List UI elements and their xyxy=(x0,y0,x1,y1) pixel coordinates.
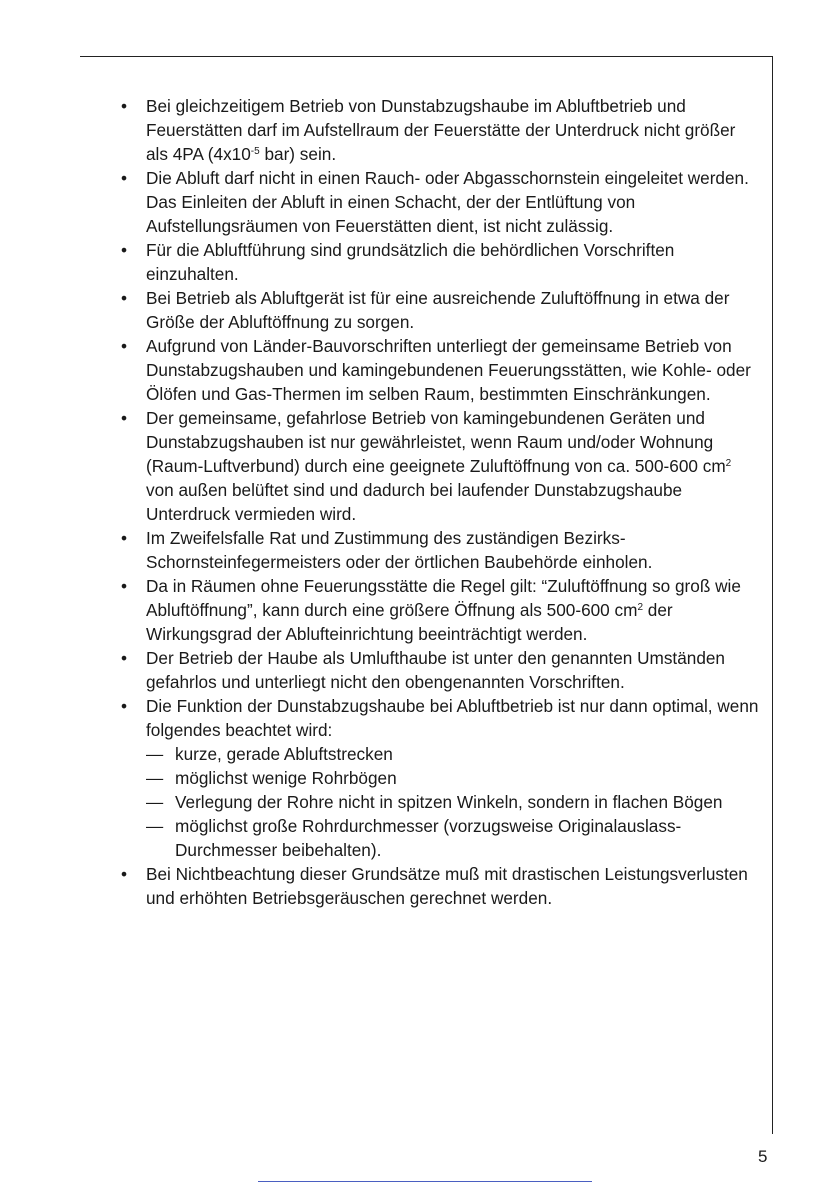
list-item: • Für die Abluftführung sind grundsätzlich die behördlichen Vorschriften einzuhalten. xyxy=(120,238,760,286)
list-item-text: Die Funktion der Dunstabzugshaube bei Abluftbetrieb ist nur dann optimal, wenn folgendes beachtet wird: xyxy=(146,696,759,740)
page-frame-right-rule xyxy=(772,56,773,1134)
page-number: 5 xyxy=(758,1147,768,1166)
sub-list-item: — möglichst große Rohrdurchmesser (vorzugsweise Originalauslass-Durchmesser beibehalten). xyxy=(146,814,760,862)
bottom-link-rule xyxy=(258,1181,592,1182)
sub-list xyxy=(146,742,760,862)
list-item: • Bei Betrieb als Abluftgerät ist für eine ausreichende Zuluftöffnung in etwa der Größe der Abluftöffnung zu sorgen. xyxy=(120,286,760,334)
page-frame-top-rule xyxy=(80,56,773,57)
list-item xyxy=(120,694,760,862)
list-item: • Aufgrund von Länder-Bauvorschriften unterliegt der gemeinsame Betrieb von Dunstabzugshauben und kamingebundenen Feuerungsstätten, wie Kohle- oder Ölöfen und Gas-Thermen im selben Raum, bestimmten Einschränkungen. xyxy=(120,334,760,406)
list-item: • Bei gleichzeitigem Betrieb von Dunstabzugshaube im Abluftbetrieb und Feuerstätten darf im Aufstellraum der Feuerstätte der Unterdruck nicht größer als 4PA ($4x10^{-5}$ bar) sein. xyxy=(120,94,760,166)
sub-list-item: — kurze, gerade Abluftstrecken xyxy=(146,742,760,766)
list-item: • Der Betrieb der Haube als Umlufthaube ist unter den genannten Umständen gefahrlos und unterliegt nicht den obengenannten Vorschriften. xyxy=(120,646,760,694)
safety-notes-list xyxy=(120,94,760,910)
list-item: • Im Zweifelsfalle Rat und Zustimmung des zuständigen Bezirks-Schornsteinfegermeisters oder der örtlichen Baubehörde einholen. xyxy=(120,526,760,574)
list-item: • Da in Räumen ohne Feuerungsstätte die Regel gilt: “Zuluftöffnung so groß wie Abluftöffnung”, kann durch eine größere Öffnung als 500-600 $cm^2$ der Wirkungsgrad der Ablufteinrichtung beeinträchtigt werden. xyxy=(120,574,760,646)
list-item: • Bei Nichtbeachtung dieser Grundsätze muß mit drastischen Leistungsverlusten und erhöhten Betriebsgeräuschen gerechnet werden. xyxy=(120,862,760,910)
sub-list-item: — Verlegung der Rohre nicht in spitzen Winkeln, sondern in flachen Bögen xyxy=(146,790,760,814)
list-item: • Der gemeinsame, gefahrlose Betrieb von kamingebundenen Geräten und Dunstabzugshauben ist nur gewährleistet, wenn Raum und/oder Wohnung (Raum-Luftverbund) durch eine geeignete Zuluftöffnung von ca. 500-600 $cm^2$ von außen belüftet sind und dadurch bei laufender Dunstabzugshaube Unterdruck vermieden wird. xyxy=(120,406,760,526)
sub-list-item: — möglichst wenige Rohrbögen xyxy=(146,766,760,790)
page-body xyxy=(120,94,760,910)
list-item: • Die Abluft darf nicht in einen Rauch- oder Abgasschornstein eingeleitet werden. Das Einleiten der Abluft in einen Schacht, der der Entlüftung von Aufstellungsräumen von Feuerstätten dient, ist nicht zulässig. xyxy=(120,166,760,238)
